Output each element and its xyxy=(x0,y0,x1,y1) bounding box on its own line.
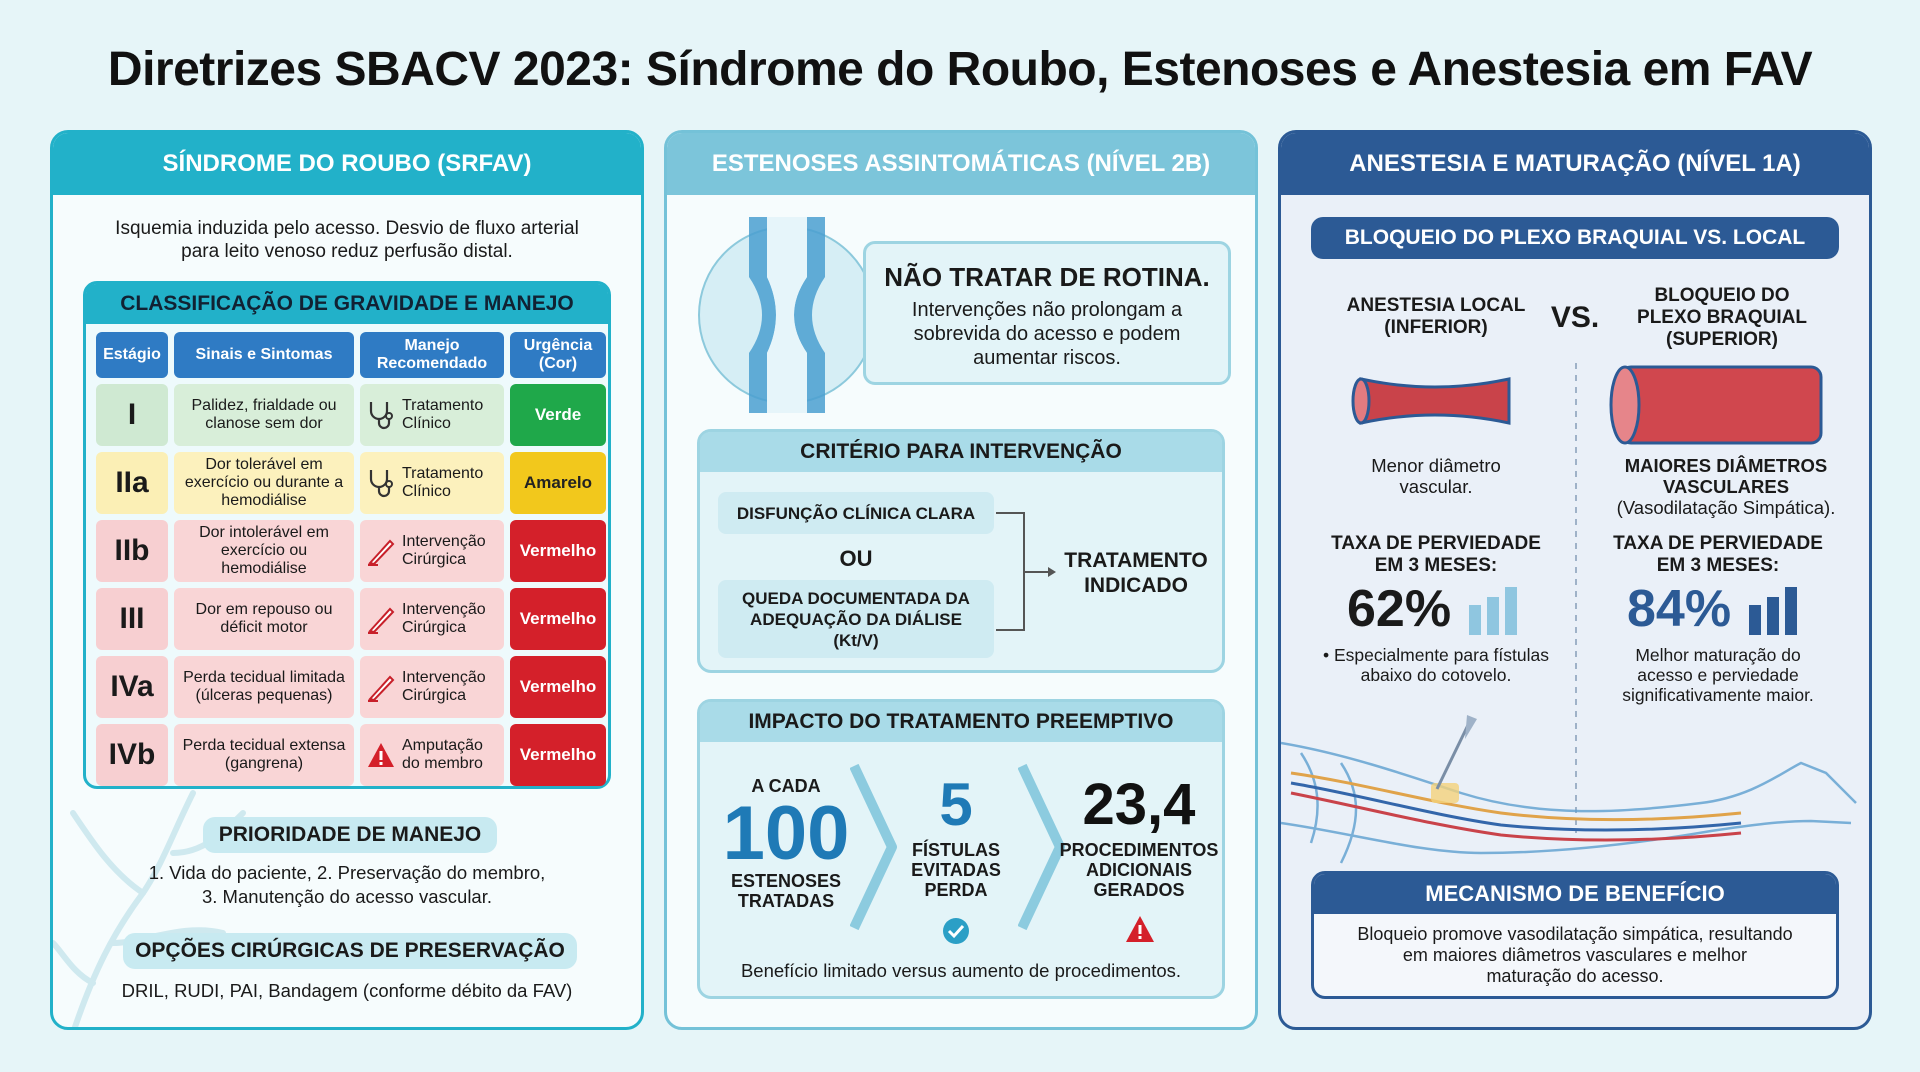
block-rate-label: TAXA DE PERVIEDADE EM 3 MESES: xyxy=(1613,533,1823,576)
col-header-signs: Sinais e Sintomas xyxy=(174,332,354,378)
options-text: DRIL, RUDI, PAI, Bandagem (conforme débito da FAV) xyxy=(121,980,573,1001)
col-header-management: Manejo Recomendado xyxy=(360,332,504,378)
table-row-stage: III xyxy=(96,588,168,650)
arm-nerve-block-illustration xyxy=(1281,703,1872,873)
local-rate-label: TAXA DE PERVIEDADE EM 3 MESES: xyxy=(1331,533,1541,576)
classification-table xyxy=(83,281,611,789)
mechanism-title: MECANISMO DE BENEFÍCIO xyxy=(1314,874,1836,914)
vs-label: VS. xyxy=(1550,301,1600,334)
table-row-stage: IVb xyxy=(96,724,168,786)
scalpel-icon xyxy=(366,603,396,635)
priority-title: PRIORIDADE DE MANEJO xyxy=(203,817,497,853)
block-patency-rate: 84% xyxy=(1627,580,1732,638)
block-note: Melhor maturação do acesso e perviedade significativamente maior. xyxy=(1622,645,1814,705)
table-row-stage: IIa xyxy=(96,452,168,514)
options-title: OPÇÕES CIRÚRGICAS DE PRESERVAÇÃO xyxy=(123,933,577,969)
panel-asymptomatic-stenosis xyxy=(664,130,1258,1030)
criteria-title: CRITÉRIO PARA INTERVENÇÃO xyxy=(700,432,1222,472)
impact-footer: Benefício limitado versus aumento de procedimentos. xyxy=(740,960,1182,981)
bracket-arrow-icon xyxy=(994,502,1058,642)
table-row-signs: Dor em repouso ou déficit motor xyxy=(174,588,354,650)
intervention-criteria-box xyxy=(697,429,1225,673)
criterion-dialysis-adequacy: QUEDA DOCUMENTADA DA ADEQUAÇÃO DA DIÁLISE (Kt/V) xyxy=(718,580,994,658)
block-vessel-desc: MAIORES DIÂMETROS VASCULARES (Vasodilatação Simpática). xyxy=(1616,455,1836,518)
urgency-badge-green: Verde xyxy=(510,384,606,446)
no-routine-treatment-box xyxy=(863,241,1231,385)
warning-icon xyxy=(1124,914,1156,944)
panel-header: SÍNDROME DO ROUBO (SRFAV) xyxy=(53,133,641,195)
table-row-management: Intervenção Cirúrgica xyxy=(360,588,504,650)
priority-text: 1. Vida do paciente, 2. Preservação do membro, 3. Manutenção do acesso vascular. xyxy=(148,862,546,907)
wide-vessel-illustration xyxy=(1607,361,1831,449)
treatment-indicated: TRATAMENTO INDICADO xyxy=(1064,549,1208,597)
urgency-badge-red: Vermelho xyxy=(510,724,606,786)
stat-extra-procedures: 23,4 PROCEDIMENTOS ADICIONAIS GERADOS xyxy=(1059,772,1219,900)
brachial-block-title: BLOQUEIO DO PLEXO BRAQUIAL (SUPERIOR) xyxy=(1637,285,1807,350)
preemptive-impact-box xyxy=(697,699,1225,999)
stenosed-vessel-illustration xyxy=(697,217,877,413)
no-treat-title: NÃO TRATAR DE ROTINA. xyxy=(884,262,1210,292)
table-row-management: Amputação do membro xyxy=(360,724,504,786)
table-row-signs: Perda tecidual extensa (gangrena) xyxy=(174,724,354,786)
table-row-management: Tratamento Clínico xyxy=(360,452,504,514)
local-patency-rate: 62% xyxy=(1347,580,1452,638)
local-anesthesia-title: ANESTESIA LOCAL (INFERIOR) xyxy=(1346,295,1526,338)
check-circle-icon xyxy=(941,916,971,946)
col-header-urgency: Urgência (Cor) xyxy=(510,332,606,378)
scalpel-icon xyxy=(366,535,396,567)
stat-avoided: 5 FÍSTULAS EVITADAS PERDA xyxy=(911,771,1001,900)
urgency-badge-red: Vermelho xyxy=(510,588,606,650)
table-row-stage: IVa xyxy=(96,656,168,718)
mechanism-text: Bloqueio promove vasodilatação simpática, resultando em maiores diâmetros vasculares e melhor maturação do acesso. xyxy=(1357,924,1793,986)
panel-anesthesia-maturation xyxy=(1278,130,1872,1030)
mechanism-box xyxy=(1311,871,1839,999)
panel-header: ESTENOSES ASSINTOMÁTICAS (NÍVEL 2B) xyxy=(667,133,1255,195)
table-row-signs: Perda tecidual limitada (úlceras pequenas) xyxy=(174,656,354,718)
table-row-management: Tratamento Clínico xyxy=(360,384,504,446)
panel-steal-syndrome xyxy=(50,130,644,1030)
local-vessel-desc: Menor diâmetro vascular. xyxy=(1371,455,1501,497)
panel-header: ANESTESIA E MATURAÇÃO (NÍVEL 1A) xyxy=(1281,133,1869,195)
bar-chart-icon xyxy=(1467,583,1523,635)
impact-title: IMPACTO DO TRATAMENTO PREEMPTIVO xyxy=(700,702,1222,742)
table-row-stage: IIb xyxy=(96,520,168,582)
no-treat-text: Intervenções não prolongam a sobrevida do acesso e podem aumentar riscos. xyxy=(911,299,1183,369)
table-row-management: Intervenção Cirúrgica xyxy=(360,520,504,582)
stethoscope-icon xyxy=(366,467,396,499)
bar-chart-icon xyxy=(1747,583,1803,635)
intro-text: Isquemia induzida pelo acesso. Desvio de fluxo arterial para leito venoso reduz perfusão distal. xyxy=(115,218,579,262)
table-row-management: Intervenção Cirúrgica xyxy=(360,656,504,718)
table-row-signs: Dor tolerável em exercício ou durante a hemodiálise xyxy=(174,452,354,514)
criterion-clinical-dysfunction: DISFUNÇÃO CLÍNICA CLARA xyxy=(718,492,994,534)
col-header-stage: Estágio xyxy=(96,332,168,378)
page-title: Diretrizes SBACV 2023: Síndrome do Roubo, Estenoses e Anestesia em FAV xyxy=(107,43,1813,96)
stat-treated: A CADA 100 ESTENOSES TRATADAS xyxy=(722,776,850,911)
urgency-badge-red: Vermelho xyxy=(510,656,606,718)
warning-icon xyxy=(366,740,396,770)
table-row-signs: Palidez, frialdade ou clanose sem dor xyxy=(174,384,354,446)
comparison-subheader: BLOQUEIO DO PLEXO BRAQUIAL VS. LOCAL xyxy=(1311,217,1839,259)
table-row-stage: I xyxy=(96,384,168,446)
local-note: • Especialmente para fístulas abaixo do cotovelo. xyxy=(1323,645,1549,685)
stethoscope-icon xyxy=(366,399,396,431)
narrow-vessel-illustration xyxy=(1349,369,1521,433)
table-row-signs: Dor intolerável em exercício ou hemodiálise xyxy=(174,520,354,582)
scalpel-icon xyxy=(366,671,396,703)
criteria-or: OU xyxy=(839,546,873,571)
urgency-badge-red: Vermelho xyxy=(510,520,606,582)
urgency-badge-yellow: Amarelo xyxy=(510,452,606,514)
classification-title: CLASSIFICAÇÃO DE GRAVIDADE E MANEJO xyxy=(86,284,608,324)
